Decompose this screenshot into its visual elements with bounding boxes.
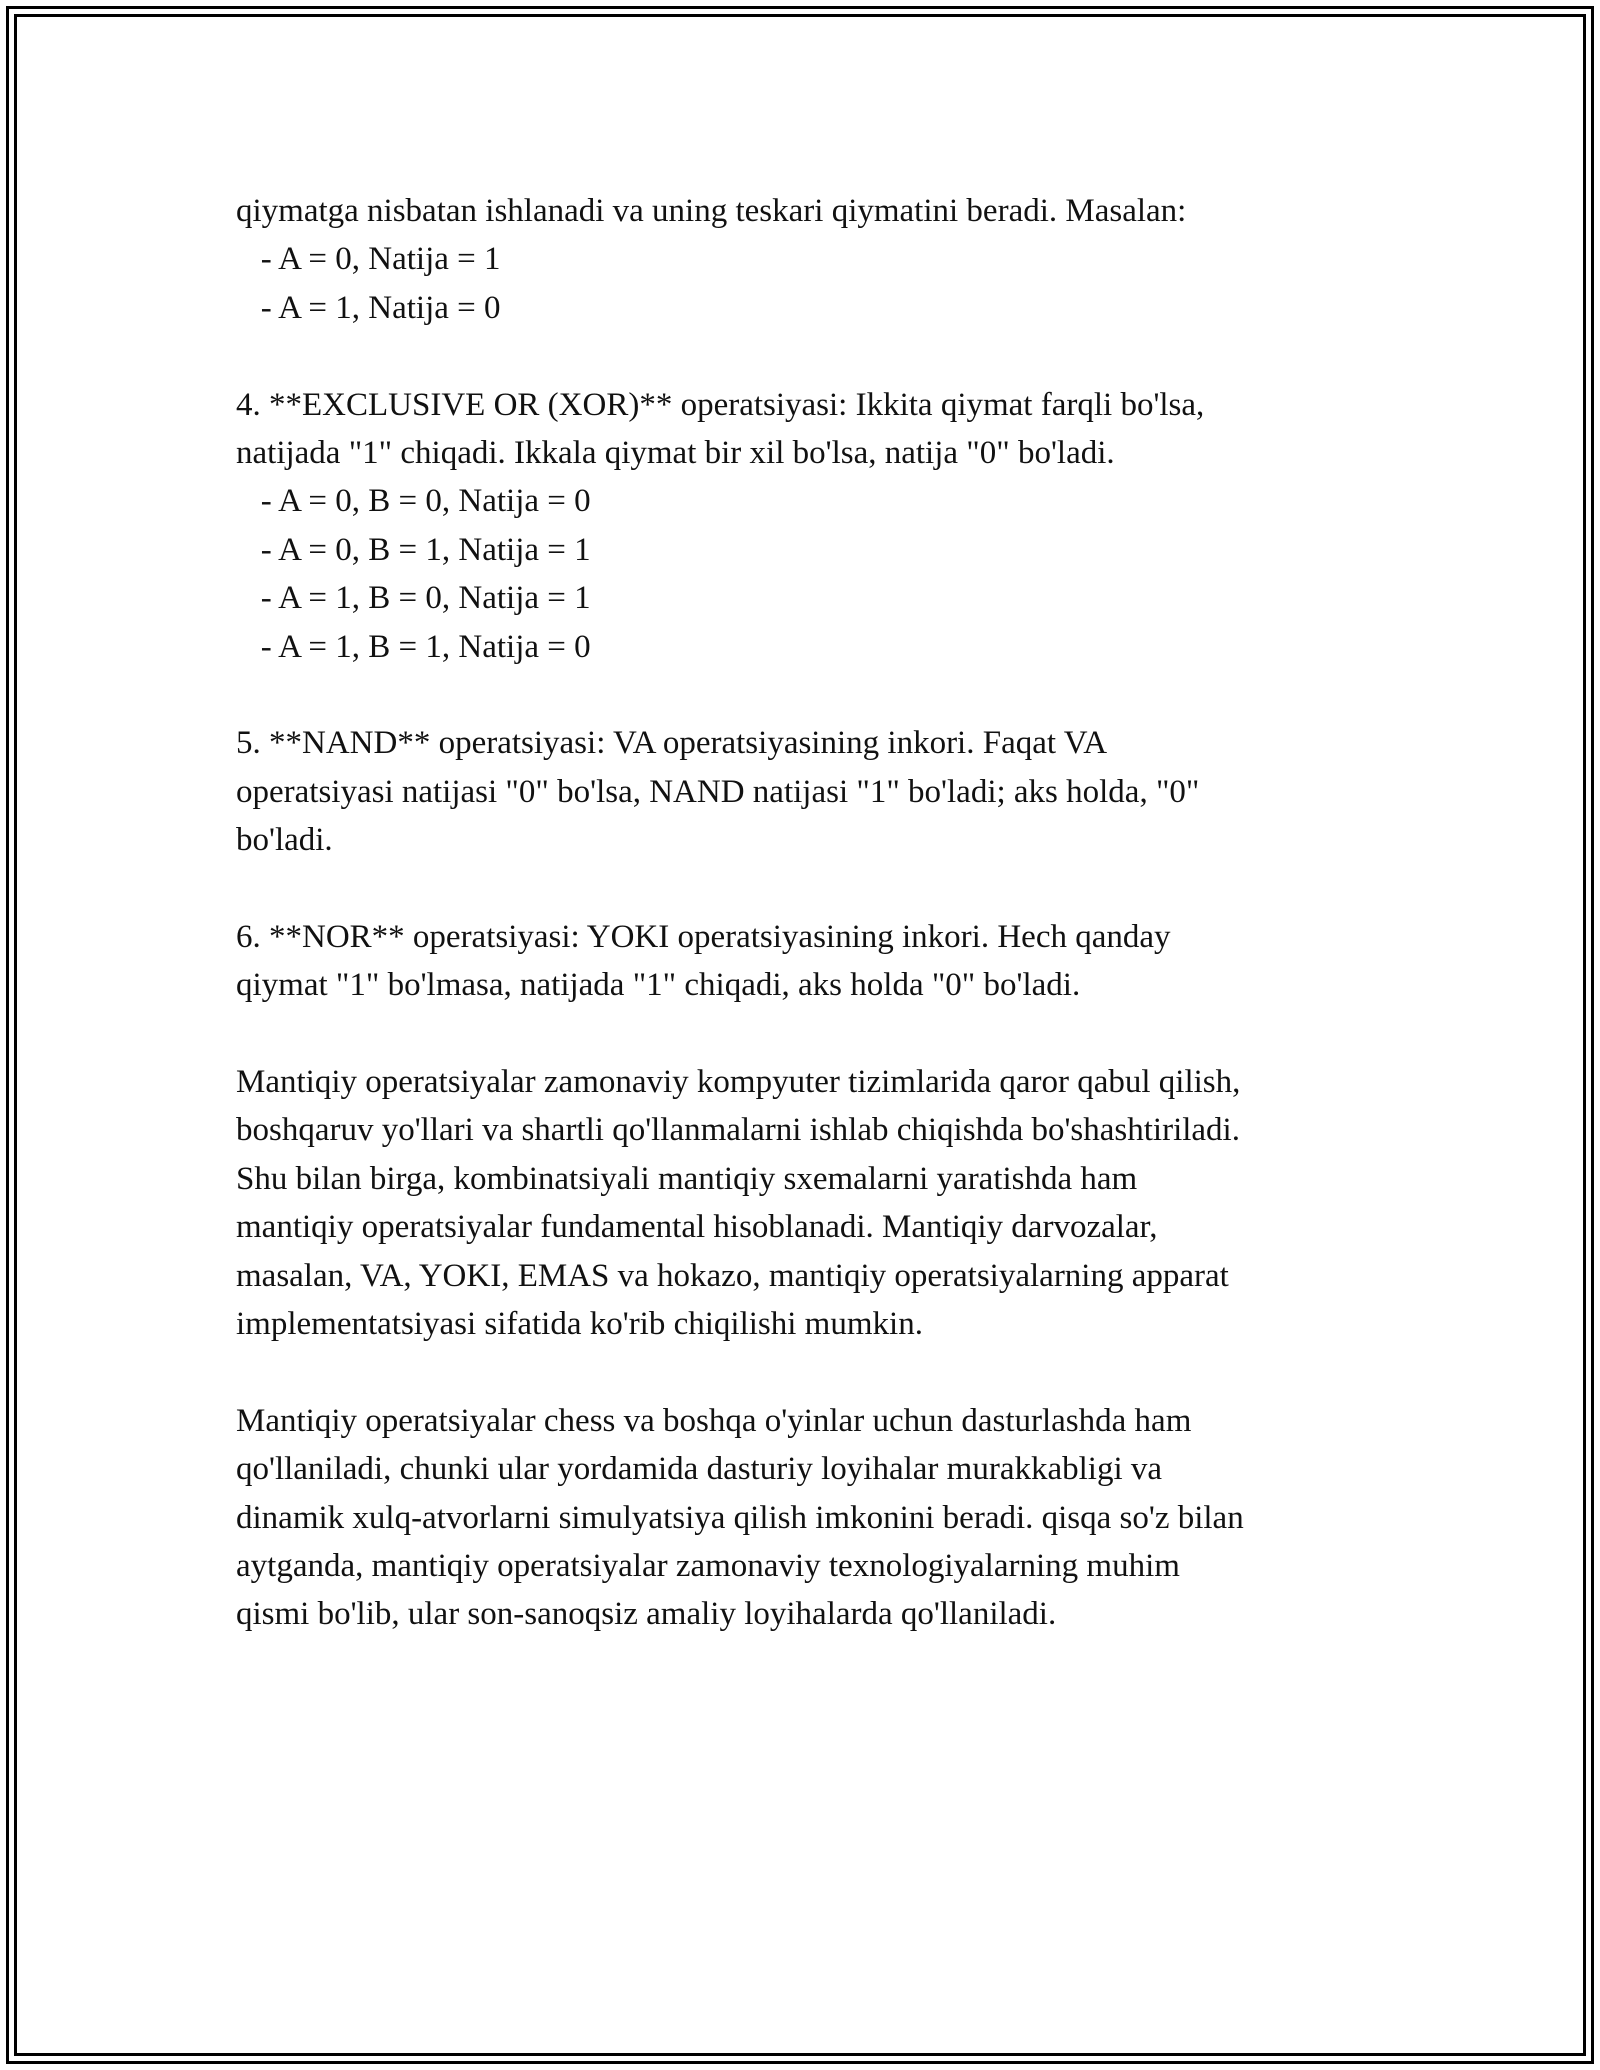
text-line: mantiqiy operatsiyalar fundamental hisoblanadi. Mantiqiy darvozalar, xyxy=(236,1209,1158,1246)
intro-block xyxy=(236,187,1396,332)
text-line: masalan, VA, YOKI, EMAS va hokazo, mantiqiy operatsiyalarning apparat xyxy=(236,1257,1229,1294)
nand-section xyxy=(236,719,1396,864)
text-line: qismi bo'lib, ular son-sanoqsiz amaliy loyihalarda qo'llaniladi. xyxy=(236,1596,1057,1633)
list-item: - A = 0, B = 0, Natija = 0 xyxy=(236,483,591,520)
text-line: qiymatga nisbatan ishlanadi va uning teskari qiymatini beradi. Masalan: xyxy=(236,193,1187,229)
list-item: - A = 0, Natija = 1 xyxy=(236,241,501,278)
nor-section xyxy=(236,913,1396,1010)
list-item: - A = 1, B = 0, Natija = 1 xyxy=(236,580,591,617)
section-heading-line: 5. **NAND** operatsiyasi: VA operatsiyasining inkori. Faqat VA xyxy=(236,725,1108,762)
list-item: - A = 0, B = 1, Natija = 1 xyxy=(236,531,591,568)
section-heading-line: 6. **NOR** operatsiyasi: YOKI operatsiyasining inkori. Hech qanday xyxy=(236,918,1171,955)
text-line: aytganda, mantiqiy operatsiyalar zamonaviy texnologiyalarning muhim xyxy=(236,1547,1180,1584)
paragraph-gap xyxy=(236,332,1396,380)
text-line: dinamik xulq-atvorlarni simulyatsiya qilish imkonini beradi. qisqa so'z bilan xyxy=(236,1499,1244,1536)
text-line: operatsiyasi natijasi "0" bo'lsa, NAND natijasi "1" bo'ladi; aks holda, "0" xyxy=(236,773,1200,810)
list-item: - A = 1, B = 1, Natija = 0 xyxy=(236,628,591,665)
text-line: implementatsiyasi sifatida ko'rib chiqilishi mumkin. xyxy=(236,1305,923,1342)
paragraph-gap xyxy=(236,864,1396,912)
paragraph-conclusion xyxy=(236,1397,1396,1639)
section-heading-line: 4. **EXCLUSIVE OR (XOR)** operatsiyasi: Ikkita qiymat farqli bo'lsa, xyxy=(236,386,1205,423)
paragraph-gap xyxy=(236,1348,1396,1396)
paragraph-applications xyxy=(236,1058,1396,1348)
text-line: boshqaruv yo'llari va shartli qo'llanmalarni ishlab chiqishda bo'shashtiriladi. xyxy=(236,1112,1240,1149)
list-item: - A = 1, Natija = 0 xyxy=(236,289,501,326)
text-line: qiymat "1" bo'lmasa, natijada "1" chiqadi, aks holda "0" bo'ladi. xyxy=(236,967,1081,1004)
xor-section xyxy=(236,381,1396,671)
text-line: Shu bilan birga, kombinatsiyali mantiqiy sxemalarni yaratishda ham xyxy=(236,1160,1138,1197)
document-body xyxy=(236,187,1396,1639)
text-line: bo'ladi. xyxy=(236,822,333,859)
paragraph-gap xyxy=(236,1010,1396,1058)
text-line: natijada "1" chiqadi. Ikkala qiymat bir xil bo'lsa, natija "0" bo'ladi. xyxy=(236,434,1115,471)
text-line: Mantiqiy operatsiyalar chess va boshqa o'yinlar uchun dasturlashda ham xyxy=(236,1402,1192,1439)
paragraph-gap xyxy=(236,671,1396,719)
text-line: Mantiqiy operatsiyalar zamonaviy kompyuter tizimlarida qaror qabul qilish, xyxy=(236,1064,1241,1101)
text-line: qo'llaniladi, chunki ular yordamida dasturiy loyihalar murakkabligi va xyxy=(236,1451,1163,1488)
